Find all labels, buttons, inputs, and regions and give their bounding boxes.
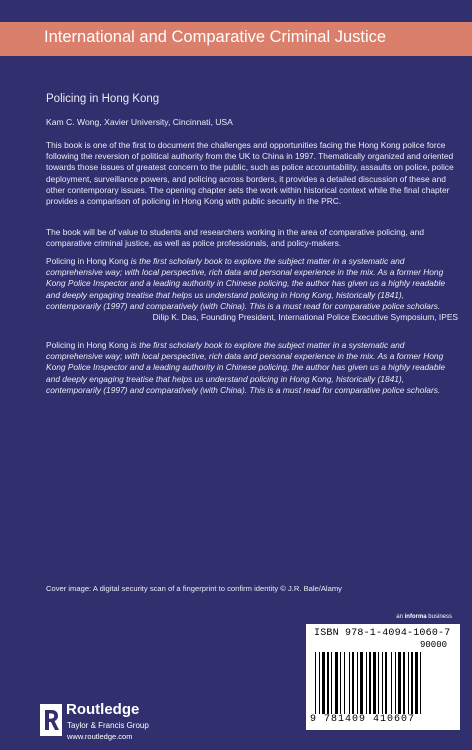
barcode-panel: [306, 624, 460, 730]
endorsement-1-lead: Policing in Hong Kong: [46, 256, 129, 266]
author-line: Kam C. Wong, Xavier University, Cincinnati, USA: [46, 117, 233, 127]
publisher-name: Routledge: [66, 701, 140, 718]
informa-business-tag: an informa business: [396, 614, 452, 620]
publisher-url: www.routledge.com: [67, 732, 133, 741]
endorsement-1: [46, 256, 460, 323]
series-title: International and Comparative Criminal Justice: [44, 28, 387, 46]
endorsement-2: [46, 340, 460, 396]
isbn-number: ISBN 978-1-4094-1060-7: [314, 628, 451, 639]
endorsement-1-text: is the first scholarly book to explore the subject matter in a systematic and comprehensive way; with local perspective, rich data and personal experience in the mix. As a former Hong Kong Police Inspector and a leading authority in Chinese policing, the author has given us a highly readable and deeply engaging treatise that helps us understand policing in Hong Kong, historically (1841), contemporarily (1997) and comparatively (with China). This is a must read for comparative police scholars.: [46, 256, 446, 311]
barcode-icon: [314, 652, 454, 714]
informa-brand: informa: [404, 614, 427, 620]
book-title: Policing in Hong Kong: [46, 93, 160, 105]
endorsement-2-text: is the first scholarly book to explore the subject matter in a systematic and comprehensive way; with local perspective, rich data and personal experience in the mix. As a former Hong Kong Police Inspector and a leading authority in Chinese policing, the author has given us a highly readable and deeply engaging treatise that helps us understand policing in Hong Kong, historically (1841), contemporarily (1997) and comparatively (with China). This is a must read for comparative police scholars.: [46, 340, 446, 395]
description-paragraph-2: The book will be of value to students and researchers working in the area of comparative policing, and comparative criminal justice, as well as police professionals, and policy-makers.: [46, 227, 425, 249]
publisher-group: Taylor & Francis Group: [67, 721, 149, 730]
endorsement-2-lead: Policing in Hong Kong: [46, 340, 129, 350]
series-banner: [0, 22, 472, 56]
description-paragraph-1: This book is one of the first to document the challenges and opportunities facing the Hong Kong police force following the reversion of political authority from the UK to China in 1997. Thematically organized and oriented towards those issues of greatest concern to the public, such as police accountability, assaults on police, police deployment, surveillance powers, and policing across borders, it provides a detailed discussion of these and other contemporary issues. The opening chapter sets the work within historical context while the final chapter provides a comparison of policing in Hong Kong with public security in the PRC.: [46, 140, 454, 207]
price-code: 90000: [420, 640, 448, 650]
cover-image-credit: Cover image: A digital security scan of a fingerprint to confirm identity © J.R. Bale/Alamy: [46, 584, 342, 593]
endorsement-1-attribution: Dilip K. Das, Founding President, International Police Executive Symposium, IPES: [152, 312, 458, 323]
ean-digits: 9 781409 410607: [310, 714, 416, 725]
publisher-block: [40, 701, 210, 744]
routledge-logo-icon: [40, 704, 62, 736]
